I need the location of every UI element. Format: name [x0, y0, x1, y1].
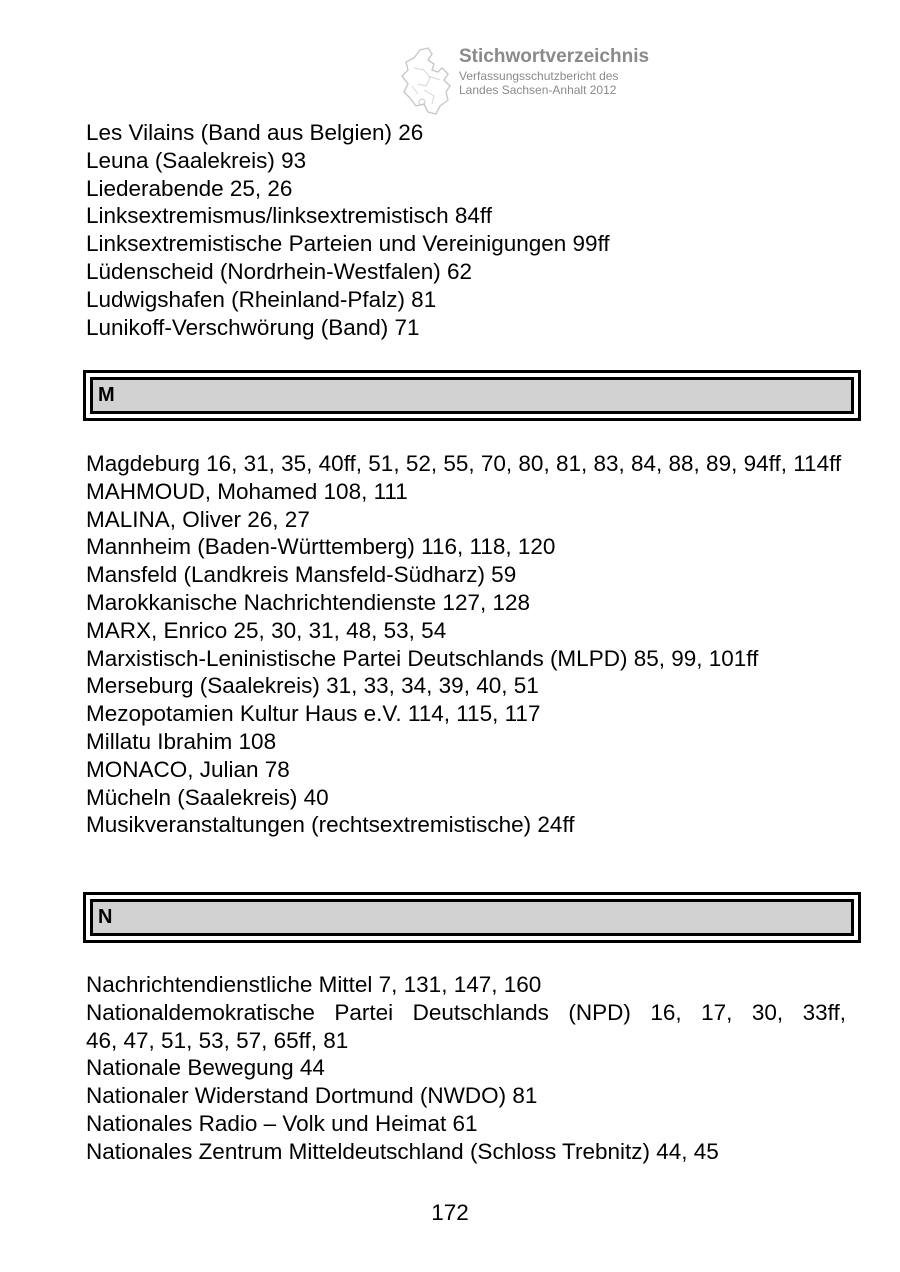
index-entry: MAHMOUD, Mohamed 108, 111	[86, 478, 408, 504]
index-entry-continuation: 46, 47, 51, 53, 57, 65ff, 81	[86, 1027, 349, 1053]
index-entry: Merseburg (Saalekreis) 31, 33, 34, 39, 40, 51	[86, 673, 539, 699]
header-subtitle-line1: Verfassungsschutzbericht des	[459, 69, 619, 83]
header-title: Stichwortverzeichnis	[459, 46, 650, 67]
index-entry: MONACO, Julian 78	[86, 756, 290, 782]
index-entry: MALINA, Oliver 26, 27	[86, 506, 310, 532]
saxony-anhalt-map-icon	[398, 46, 458, 116]
index-entry: Magdeburg 16, 31, 35, 40ff, 51, 52, 55, 70, 80, 81, 83, 84, 88, 89, 94ff, 114ff	[86, 451, 842, 476]
header-subtitle-line2: Landes Sachsen-Anhalt 2012	[459, 83, 617, 97]
index-entry: Marokkanische Nachrichtendienste 127, 128	[86, 589, 531, 615]
index-entry: Ludwigshafen (Rheinland-Pfalz) 81	[86, 286, 437, 312]
index-entry: Mansfeld (Landkreis Mansfeld-Südharz) 59	[86, 562, 517, 588]
index-group-n	[86, 971, 846, 1166]
letter-header-bar	[90, 377, 854, 414]
letter-header-bar	[90, 899, 854, 936]
letter-label: M	[98, 384, 115, 406]
index-entry: Nationaldemokratische Partei Deutschlands (NPD) 16, 17, 30, 33ff,	[86, 999, 846, 1025]
index-group-l	[86, 119, 846, 341]
index-entry: Nachrichtendienstliche Mittel 7, 131, 147, 160	[86, 972, 542, 997]
index-entry: Nationaler Widerstand Dortmund (NWDO) 81	[86, 1083, 538, 1109]
index-entry: Nationales Zentrum Mitteldeutschland (Schloss Trebnitz) 44, 45	[86, 1138, 719, 1164]
letter-header-n	[83, 892, 861, 943]
index-entry: Nationale Bewegung 44	[86, 1055, 325, 1081]
index-entry: Linksextremistische Parteien und Vereinigungen 99ff	[86, 231, 610, 257]
index-entry: Leuna (Saalekreis) 93	[86, 147, 307, 173]
letter-label: N	[98, 906, 113, 928]
index-entry: Les Vilains (Band aus Belgien) 26	[86, 120, 424, 145]
index-entry: Mezopotamien Kultur Haus e.V. 114, 115, 117	[86, 701, 541, 727]
index-entry: Mücheln (Saalekreis) 40	[86, 784, 329, 810]
index-entry: Linksextremismus/linksextremistisch 84ff	[86, 203, 492, 229]
index-entry: Lüdenscheid (Nordrhein-Westfalen) 62	[86, 258, 473, 284]
page-header	[398, 44, 728, 116]
index-entry: Musikveranstaltungen (rechtsextremistische) 24ff	[86, 812, 575, 838]
index-entry: Millatu Ibrahim 108	[86, 728, 277, 754]
index-entry: MARX, Enrico 25, 30, 31, 48, 53, 54	[86, 617, 447, 643]
page-number: 172	[431, 1200, 469, 1225]
index-entry: Lunikoff-Verschwörung (Band) 71	[86, 314, 420, 340]
index-entry: Nationales Radio – Volk und Heimat 61	[86, 1110, 478, 1136]
letter-header-m	[83, 370, 861, 421]
index-entry: Mannheim (Baden-Württemberg) 116, 118, 120	[86, 534, 556, 560]
index-entry: Marxistisch-Leninistische Partei Deutschlands (MLPD) 85, 99, 101ff	[86, 645, 759, 671]
index-entry: Liederabende 25, 26	[86, 175, 293, 201]
index-group-m	[86, 450, 846, 839]
